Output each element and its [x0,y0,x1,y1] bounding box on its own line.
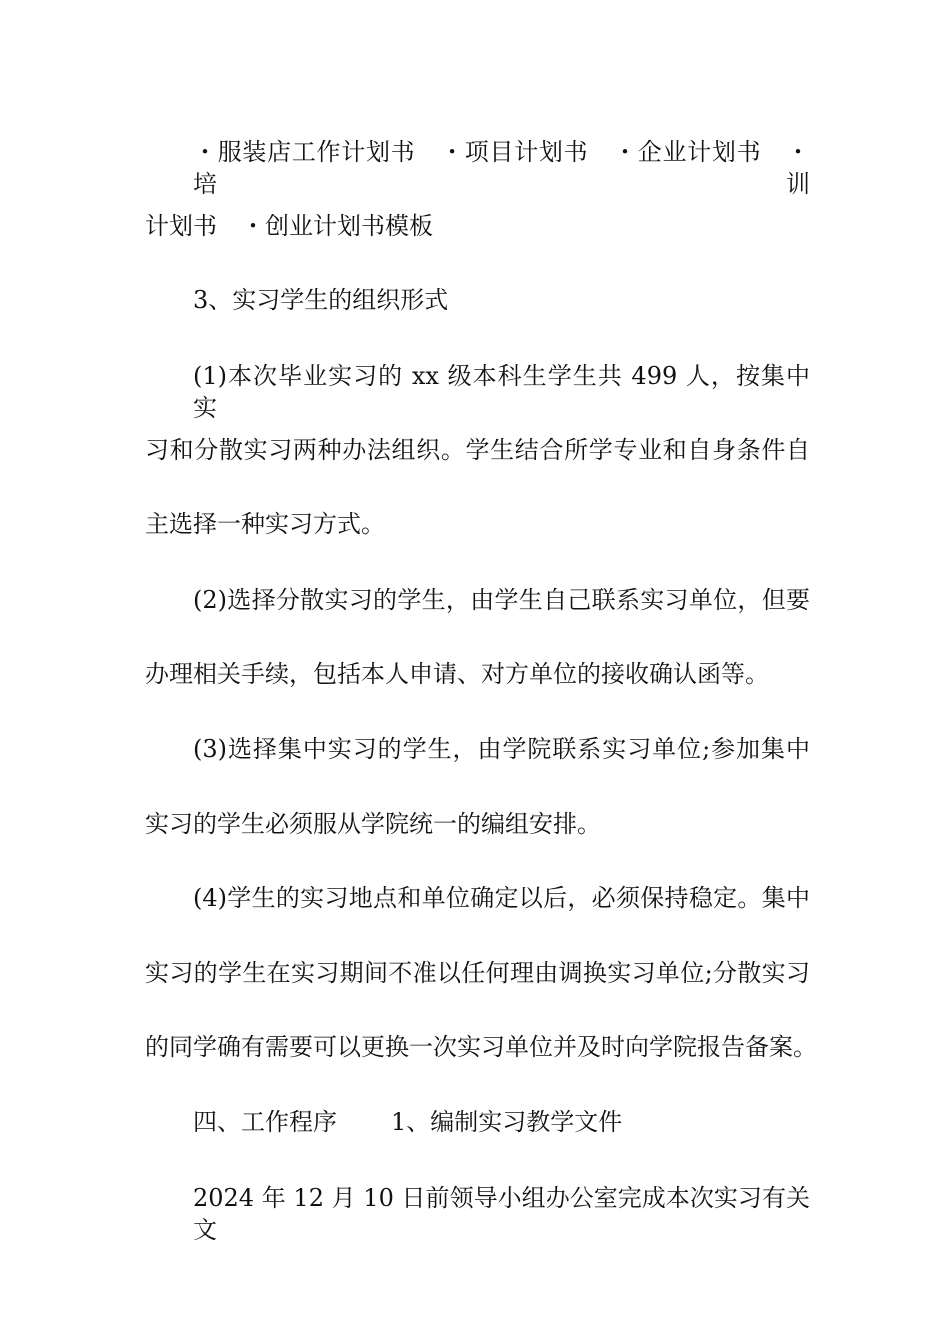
document-line: 的同学确有需要可以更换一次实习单位并及时向学院报告备案。 [145,1033,817,1061]
document-line: ・服装店工作计划书 ・项目计划书 ・企业计划书 ・培训 [193,138,810,198]
document-line: 主选择一种实习方式。 [145,510,385,538]
document-line: 办理相关手续，包括本人申请、对方单位的接收确认函等。 [145,660,769,688]
subsection-heading: 1、编制实习教学文件 [391,1108,623,1136]
document-line: 实习的学生在实习期间不准以任何理由调换实习单位;分散实习 [145,959,810,987]
section-heading-line [193,1106,810,1138]
document-line: (3)选择集中实习的学生，由学院联系实习单位;参加集中 [193,735,810,763]
document-line: (2)选择分散实习的学生，由学生自己联系实习单位，但要 [193,586,810,614]
section-heading: 3、实习学生的组织形式 [193,286,449,314]
document-line: (4)学生的实习地点和单位确定以后，必须保持稳定。集中 [193,884,810,912]
document-line: 实习的学生必须服从学院统一的编组安排。 [145,810,601,838]
document-line: 2024 年 12 月 10 日前领导小组办公室完成本次实习有关文 [193,1184,810,1244]
document-line: 习和分散实习两种办法组织。学生结合所学专业和自身条件自 [145,436,810,464]
section-heading: 四、工作程序 [193,1108,337,1136]
document-line: (1)本次毕业实习的 xx 级本科生学生共 499 人，按集中实 [193,362,810,422]
document-line: 计划书 ・创业计划书模板 [145,212,433,240]
